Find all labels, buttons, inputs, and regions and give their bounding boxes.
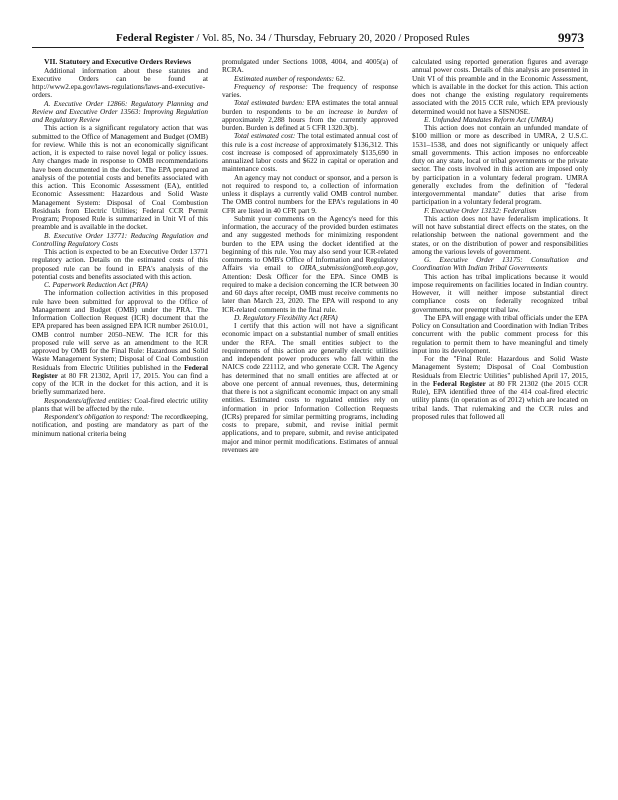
paragraph bbox=[32, 397, 208, 414]
text-run-italic: an increase in burden bbox=[316, 106, 388, 116]
page-header bbox=[32, 30, 584, 46]
run-in-label: Total estimated cost: bbox=[234, 131, 296, 141]
publication-name: Federal Register bbox=[116, 32, 194, 44]
header-citation bbox=[116, 30, 470, 47]
column-3 bbox=[412, 58, 588, 788]
subsection-title-d: D. Regulatory Flexibility Act (RFA) bbox=[234, 312, 338, 322]
text-run-bold: Federal Register bbox=[432, 378, 486, 388]
header-separator: / bbox=[196, 33, 200, 44]
header-separator: / bbox=[268, 33, 272, 44]
paragraph: This action has tribal implications because it would impose requirements on facilities located in Indian country. However, it will neither impose substantial direct compliance costs on federally recognized tribal governments, nor preempt tribal law. bbox=[412, 271, 588, 314]
column-1 bbox=[32, 58, 208, 788]
text-run: The information collection activities in this proposed rule have been submitted for approval to the Office of Management and Budget (OMB) under the PRA. The Information Collection Request (ICR) document that the EPA prepared has been assigned EPA ICR number 2610.01, OMB control number 2050–NEW. The ICR for this proposed rule will serve as an amendment to the ICR approved by OMB for the Final Rule: Hazardous and Solid Waste Management System; Disposal of Coal Combustion Residuals from Electric Utilities published in the bbox=[32, 288, 208, 372]
paragraph: This action does not have federalism implications. It will not have substantial direct effects on the states, on the relationship between the national government and the states, or on the distribution of power and responsibilities among the various levels of government. bbox=[412, 213, 588, 256]
section-name: Proposed Rules bbox=[403, 33, 470, 44]
text-run-bold: Federal Register bbox=[32, 362, 208, 380]
run-in-label: Estimated number of respondents: bbox=[234, 73, 335, 83]
run-in-label: Respondent's obligation to respond: bbox=[44, 412, 150, 422]
paragraph: promulgated under Sections 1008, 4004, and 4005(a) of RCRA. bbox=[222, 58, 398, 75]
subsection-title-b: B. Executive Order 13771: Reducing Regulation and Controlling Regulatory Costs bbox=[32, 230, 208, 248]
paragraph: This action does not contain an unfunded mandate of $100 million or more as described in UMRA, 2 U.S.C. 1531–1538, and does not significantly or uniquely affect small governments. This action imposes no enforceable duty on any state, local or tribal governments or the private sector. The costs involved in this action are imposed only by participation in a voluntary federal program. UMRA generally excludes from the definition of "federal intergovernmental mandate" duties that arise from participation in a voluntary federal program. bbox=[412, 123, 588, 207]
paragraph bbox=[222, 215, 398, 314]
text-run: The recordkeeping, notification, and posting are mandatory as part of the minimum national criteria being bbox=[32, 412, 208, 438]
subsection-title-g: G. Executive Order 13175: Consultation and Coordination With Indian Tribal Governments bbox=[412, 255, 588, 273]
text-run: Coal-fired electric utility plants that will be affected by the rule. bbox=[32, 395, 208, 413]
paragraph bbox=[32, 289, 208, 396]
issue-date: Thursday, February 20, 2020 bbox=[274, 33, 396, 44]
text-run: of approximately $136,312. This cost increase is composed of approximately $135,690 in annualized labor costs and $622 in capital or operation and maintenance costs. bbox=[222, 139, 398, 174]
run-in-label: Respondents/affected entities: bbox=[44, 395, 132, 405]
page-number: 9973 bbox=[558, 30, 584, 45]
intro-paragraph: Additional information about these statutes and Executive Orders can be found at http://www2.epa.gov/laws-regulations/laws-and-executive-orders. bbox=[32, 65, 208, 100]
text-run: The total estimated annual cost of this rule is a bbox=[222, 131, 398, 149]
paragraph bbox=[222, 132, 398, 173]
run-in-label: Total estimated burden: bbox=[234, 98, 305, 108]
text-run: The frequency of response varies. bbox=[222, 81, 398, 99]
paragraph: This action is expected to be an Executive Order 13771 regulatory action. Details on the estimated costs of this proposed rule can be found in EPA's analysis of the potential costs and benefits associated with this action. bbox=[32, 247, 208, 281]
subsection-title-f: F. Executive Order 13132: Federalism bbox=[424, 205, 537, 215]
paragraph: The EPA will engage with tribal officials under the EPA Policy on Consultation and Coordination with Indian Tribes concurrent with the public comment process for this regulation to permit them to have meaningful and timely input into its development. bbox=[412, 312, 588, 355]
header-rule bbox=[32, 47, 584, 48]
text-run: at 80 FR 21302, April 17, 2015. You can find a copy of the ICR in the docket for this action, and it is briefly summarized here. bbox=[32, 370, 208, 397]
text-run: 62. bbox=[334, 73, 346, 83]
email-address: OIRA_submission@omb.eop.gov bbox=[299, 263, 397, 273]
subsection-title-e: E. Unfunded Mandates Reform Act (UMRA) bbox=[424, 114, 554, 124]
paragraph: An agency may not conduct or sponsor, and a person is not required to respond to, a collection of information unless it displays a currently valid OMB control number. The OMB control numbers for the EPA's regulations in 40 CFR are listed in 40 CFR part 9. bbox=[222, 172, 398, 215]
section-heading: VII. Statutory and Executive Orders Reviews bbox=[44, 58, 192, 66]
run-in-label: Frequency of response: bbox=[234, 81, 308, 91]
volume-issue: Vol. 85, No. 34 bbox=[202, 33, 267, 44]
paragraph: calculated using reported generation figures and average annual power costs. Details of this analysis are presented in Unit VI of this preamble and in the Economic Assessment, which is available in the docket for this action. This action does not change the existing regulatory requirements associated with the 2015 CCR rule, which EPA previously determined would not have a SISNOSE. bbox=[412, 58, 588, 116]
text-run-italic: cost increase bbox=[260, 139, 300, 149]
text-run: For the "Final Rule: Hazardous and Solid Waste Management System; Disposal of Coal Combustion Residuals from Electric Utilities" published April 17, 2015, in the bbox=[412, 354, 588, 388]
subsection-title-c: C. Paperwork Reduction Act (PRA) bbox=[44, 280, 148, 290]
paragraph bbox=[32, 413, 208, 438]
subsection-title-a: A. Executive Order 12866: Regulatory Planning and Review and Executive Order 13563: Improving Regulation and Regulatory Review bbox=[32, 98, 208, 125]
paragraph: I certify that this action will not have a significant economic impact on a substantial number of small entities under the RFA. The small entities subject to the requirements of this action are generally electric utilities and independent power producers who fall within the NAICS code 221112, and who generate CCR. The Agency has determined that no small entities are affected at or above one percent of annual revenues, thus, determining that there is not a significant economic impact on any small entities. Estimated costs to regulated entities rely on information in prior Information Collection Requests (ICRs) prepared for similar permitting programs, including costs to prepare, submit, and revise initial permit applications, and to prepare, submit, and revise anticipated major and minor permit modifications. Estimates of annual revenues are bbox=[222, 321, 398, 454]
header-separator: / bbox=[398, 33, 402, 44]
text-run: of approximately 2,288 hours from the currently approved burden. Burden is defined at 5 CFR 1320.3(b). bbox=[222, 106, 398, 132]
paragraph bbox=[222, 83, 398, 100]
paragraph bbox=[222, 99, 398, 132]
body-columns bbox=[32, 58, 588, 788]
text-run: Submit your comments on the Agency's need for this information, the accuracy of the provided burden estimates and any suggested methods for minimizing respondent burden to the EPA using the docket identified at the beginning of this rule. You may also send your ICR-related comments to OMB's Office of Information and Regulatory Affairs via email to bbox=[222, 213, 398, 273]
text-run: , Attention: Desk Officer for the EPA. Since OMB is required to make a decision concerning the ICR between 30 and 60 days after receipt, OMB must receive comments no later than March 23, 2020. The EPA will respond to any ICR-related comments in the final rule. bbox=[222, 263, 398, 314]
text-run: at 80 FR 21302 (the 2015 CCR Rule), EPA identified three of the 414 coal-fired electric utility plants (in operation as of 2012) which are located on tribal lands. That rulemaking and the CCR rules and proposed rules that followed all bbox=[412, 378, 588, 421]
paragraph: This action is a significant regulatory action that was submitted to the Office of Management and Budget (OMB) for review. While this is not an economically significant action, it is expected to raise novel legal or policy issues. Any changes made in response to OMB recommendations have been documented in the docket. The EPA prepared an analysis of the potential costs and benefits associated with this action. This Economic Assessment (EA), entitled Economic Assessment: Hazardous and Solid Waste Management System: Disposal of Coal Combustion Residuals from Electric Utilities; Federal CCR Permit Program; Proposed Rule is summarized in Unit VI of this preamble and is available in the docket. bbox=[32, 123, 208, 232]
text-run: EPA estimates the total annual burden to respondents to be bbox=[222, 98, 398, 116]
paragraph bbox=[412, 355, 588, 421]
column-2 bbox=[222, 58, 398, 788]
